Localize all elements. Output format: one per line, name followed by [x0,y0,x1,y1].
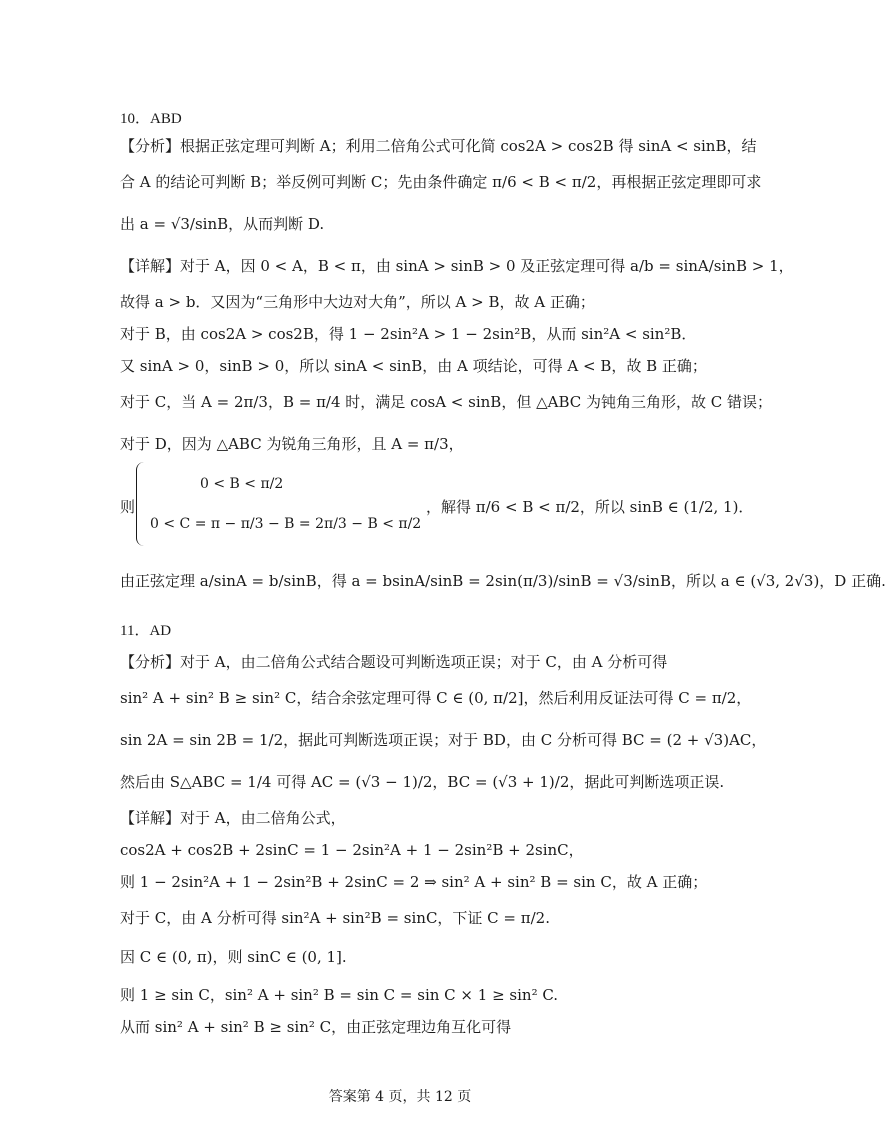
q11-analysis-line-3: sin 2A = sin 2B = 1/2，据此可判断选项正误；对于 BD，由 C 分析可得 BC = (2 + √3)AC， [120,731,767,749]
q10-detail-line-3: 对于 B，由 cos2A > cos2B，得 1 − 2sin²A > 1 − 2sin²B，从而 sin²A < sin²B． [120,325,697,343]
q11-detail-line-3: 则 1 − 2sin²A + 1 − 2sin²B + 2sinC = 2 ⇒ sin² A + sin² B = sin C，故 A 正确； [120,873,708,891]
question-10-header: 10．ABD [120,111,182,127]
q10-detail-line-1: 【详解】对于 A，因 0 < A，B < π，由 sinA > sinB > 0 及正弦定理可得 a/b = sinA/sinB > 1， [120,257,794,275]
q11-detail-line-1: 【详解】对于 A，由二倍角公式， [120,809,346,827]
q11-analysis-line-1: 【分析】对于 A，由二倍角公式结合题设可判断选项正误；对于 C，由 A 分析可得 [120,653,668,671]
q11-detail-line-4: 对于 C，由 A 分析可得 sin²A + sin²B = sinC，下证 C = π/2. [120,909,550,927]
page-footer: 答案第 4 页，共 12 页 [328,1089,472,1105]
brace-icon [136,462,147,546]
q10-detail-line-2: 故得 a > b．又因为“三角形中大边对大角”，所以 A > B，故 A 正确； [120,293,595,311]
q10-detail-line-4: 又 sinA > 0，sinB > 0，所以 sinA < sinB，由 A 项结论，可得 A < B，故 B 正确； [120,357,707,375]
q10-detail-line-5: 对于 C，当 A = 2π/3，B = π/4 时，满足 cosA < sinB，但 △ABC 为钝角三角形，故 C 错误； [120,393,773,411]
q10-analysis-line-2: 合 A 的结论可判断 B；举反例可判断 C；先由条件确定 π/6 < B < π/2，再根据正弦定理即可求 [120,173,762,191]
question-11-header: 11．AD [120,623,172,639]
q11-analysis-line-4: 然后由 S△ABC = 1/4 可得 AC = (√3 − 1)/2，BC = (√3 + 1)/2，据此可判断选项正误. [120,773,725,791]
q11-detail-line-6: 则 1 ≥ sin C，sin² A + sin² B = sin C = sin C × 1 ≥ sin² C. [120,986,559,1004]
q10-detail-line-7: 由正弦定理 a/sinA = b/sinB，得 a = bsinA/sinB = 2sin(π/3)/sinB = √3/sinB，所以 a ∈ (√3, 2√3)，D 正确. [120,572,886,590]
q10-detail-line-6: 对于 D，因为 △ABC 为锐角三角形，且 A = π/3， [120,435,464,453]
q10-analysis-line-1: 【分析】根据正弦定理可判断 A；利用二倍角公式可化简 cos2A > cos2B 得 sinA < sinB，结 [120,137,757,155]
system-row-2: 0 < C = π − π/3 − B = 2π/3 − B < π/2 [150,516,422,532]
system-row-1: 0 < B < π/2 [200,476,284,492]
q11-detail-line-5: 因 C ∈ (0, π)，则 sinC ∈ (0, 1]. [120,948,347,966]
q10-analysis-line-3: 出 a = √3/sinB，从而判断 D. [120,215,325,233]
q11-detail-line-2: cos2A + cos2B + 2sinC = 1 − 2sin²A + 1 − 2sin²B + 2sinC， [120,841,584,859]
q10-system-result: ，解得 π/6 < B < π/2，所以 sinB ∈ (1/2, 1)． [426,498,754,516]
q10-system-prefix: 则 [120,498,136,516]
q11-detail-line-7: 从而 sin² A + sin² B ≥ sin² C，由正弦定理边角互化可得 [120,1018,512,1036]
q11-analysis-line-2: sin² A + sin² B ≥ sin² C，结合余弦定理可得 C ∈ (0, π/2]，然后利用反证法可得 C = π/2， [120,689,752,707]
